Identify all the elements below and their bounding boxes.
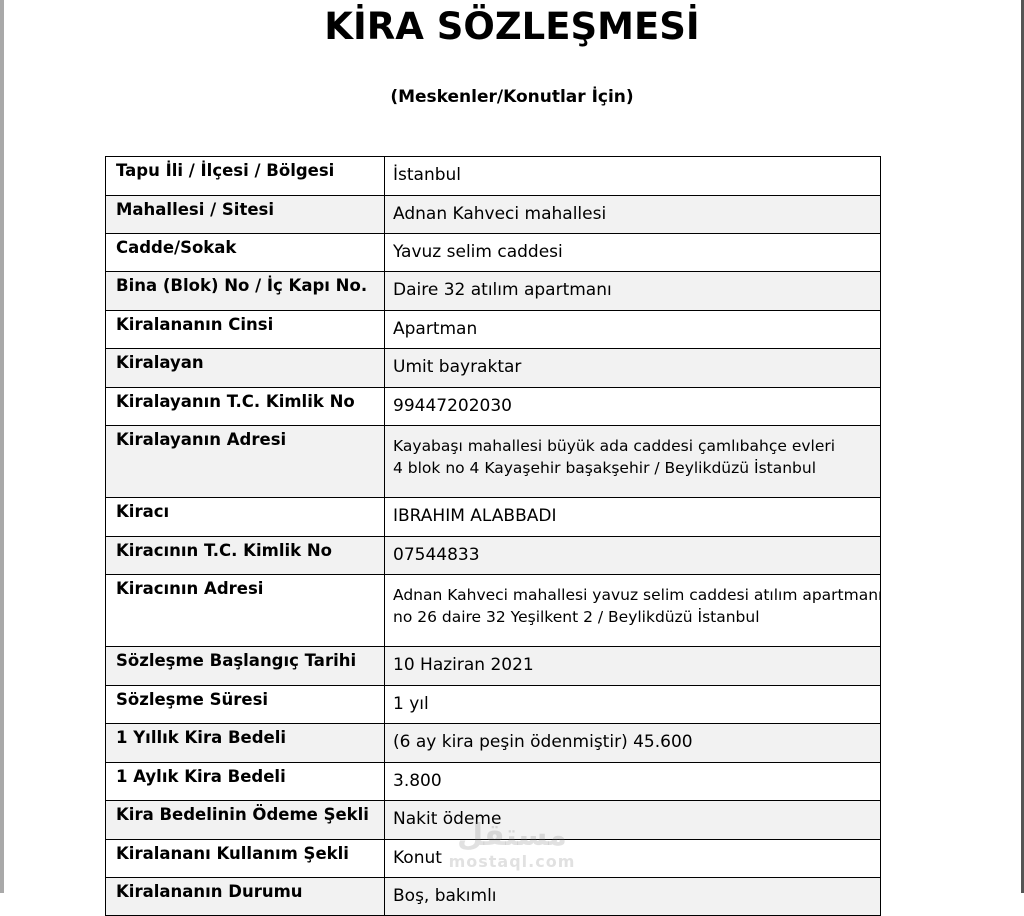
field-label: Kiracının T.C. Kimlik No — [106, 537, 385, 575]
field-value-line: Adnan Kahveci mahallesi yavuz selim caddesi atılım apartmanı — [393, 586, 883, 604]
field-value — [385, 763, 881, 801]
field-value — [385, 426, 881, 498]
field-value — [385, 537, 881, 575]
watermark-arabic-text: مستقل — [457, 818, 567, 853]
field-value — [385, 311, 881, 349]
field-value — [385, 840, 881, 878]
field-label: Kiracı — [106, 498, 385, 537]
field-value-line: Konut — [393, 848, 442, 868]
document-title: KİRA SÖZLEŞMESİ — [324, 5, 700, 48]
field-label: Bina (Blok) No / İç Kapı No. — [106, 272, 385, 311]
field-value — [385, 686, 881, 724]
field-value — [385, 575, 881, 647]
field-value-line: 4 blok no 4 Kayaşehir başakşehir / Beylikdüzü İstanbul — [393, 459, 817, 477]
contract-row — [106, 349, 881, 388]
contract-row — [106, 801, 881, 840]
contract-row — [106, 575, 881, 647]
field-value — [385, 647, 881, 686]
contract-row — [106, 498, 881, 537]
field-value-line: (6 ay kira peşin ödenmiştir) 45.600 — [393, 732, 693, 752]
field-value — [385, 196, 881, 234]
contract-details-table — [105, 156, 881, 916]
field-label: Kiralananı Kullanım Şekli — [106, 840, 385, 878]
field-label: Kiralayanın Adresi — [106, 426, 385, 498]
contract-row — [106, 157, 881, 196]
field-value — [385, 724, 881, 763]
field-value — [385, 157, 881, 196]
contract-row — [106, 686, 881, 724]
field-value-line: IBRAHIM ALABBADI — [393, 506, 557, 526]
contract-row — [106, 426, 881, 498]
field-value-line: Daire 32 atılım apartmanı — [393, 280, 612, 300]
field-value-line: 1 yıl — [393, 694, 429, 714]
field-label: Kiralananın Durumu — [106, 878, 385, 916]
field-value-line: 07544833 — [393, 545, 480, 565]
contract-row — [106, 196, 881, 234]
watermark-latin-text: mostaql.com — [448, 852, 576, 871]
contract-row — [106, 537, 881, 575]
field-label: Mahallesi / Sitesi — [106, 196, 385, 234]
field-value — [385, 878, 881, 916]
field-value-line: Yavuz selim caddesi — [393, 242, 563, 262]
contract-row — [106, 388, 881, 426]
field-label: Tapu İli / İlçesi / Bölgesi — [106, 157, 385, 196]
field-value — [385, 498, 881, 537]
contract-row — [106, 234, 881, 272]
field-value-line: Umit bayraktar — [393, 357, 522, 377]
field-value-line: Kayabaşı mahallesi büyük ada caddesi çamlıbahçe evleri — [393, 437, 836, 455]
field-value-line: Adnan Kahveci mahallesi — [393, 204, 607, 224]
field-label: Kiralayanın T.C. Kimlik No — [106, 388, 385, 426]
contract-row — [106, 878, 881, 916]
field-value — [385, 801, 881, 840]
contract-row — [106, 840, 881, 878]
field-value-line: Nakit ödeme — [393, 809, 502, 829]
field-label: Kiracının Adresi — [106, 575, 385, 647]
contract-row — [106, 647, 881, 686]
field-value — [385, 349, 881, 388]
contract-row — [106, 763, 881, 801]
page-edge-left — [0, 0, 4, 893]
field-value-line: no 26 daire 32 Yeşilkent 2 / Beylikdüzü İstanbul — [393, 608, 760, 626]
field-label: 1 Yıllık Kira Bedeli — [106, 724, 385, 763]
contract-row — [106, 311, 881, 349]
field-label: Cadde/Sokak — [106, 234, 385, 272]
field-label: Kiralayan — [106, 349, 385, 388]
field-label: Kiralananın Cinsi — [106, 311, 385, 349]
contract-row — [106, 724, 881, 763]
field-value — [385, 234, 881, 272]
field-value — [385, 272, 881, 311]
field-label: 1 Aylık Kira Bedeli — [106, 763, 385, 801]
field-value-line: Apartman — [393, 319, 478, 339]
field-value-line: 99447202030 — [393, 396, 512, 416]
field-value-line: 10 Haziran 2021 — [393, 655, 534, 675]
field-value-line: Boş, bakımlı — [393, 886, 497, 906]
contract-row — [106, 272, 881, 311]
field-label: Sözleşme Süresi — [106, 686, 385, 724]
field-label: Kira Bedelinin Ödeme Şekli — [106, 801, 385, 840]
field-value-line: İstanbul — [393, 165, 462, 185]
field-label: Sözleşme Başlangıç Tarihi — [106, 647, 385, 686]
document-subtitle: (Meskenler/Konutlar İçin) — [390, 87, 634, 107]
field-value — [385, 388, 881, 426]
field-value-line: 3.800 — [393, 771, 442, 791]
